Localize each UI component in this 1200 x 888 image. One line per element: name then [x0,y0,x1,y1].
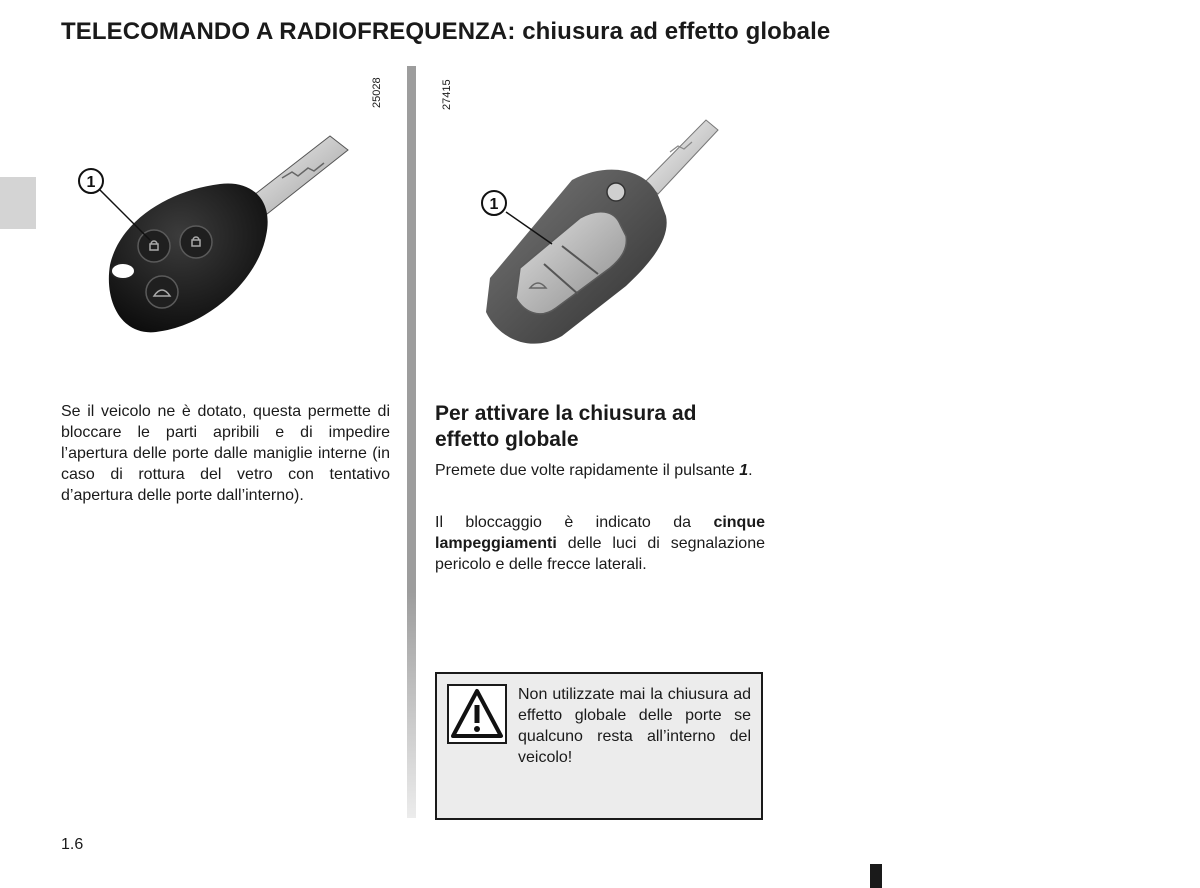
emphasis-text: cinque lampeggiamenti [435,514,765,552]
figure-code: 27415 [441,79,453,110]
callout-number: 1 [86,174,96,191]
warning-triangle-icon [447,684,507,744]
callout-number: 1 [489,196,499,213]
section-heading: Per attivare la chiusura ad effetto globale [435,402,697,451]
button-reference: 1 [739,462,749,479]
warning-text: Non utilizzate mai la chiusura ad effetto globale delle porte se qualcuno resta all’interno del veicolo! [518,686,751,766]
page-number: 1.6 [61,836,84,853]
page-title: TELECOMANDO A RADIOFREQUENZA: chiusura ad effetto globale [61,18,831,45]
indicator-paragraph: Il bloccaggio è indicato da cinque lampeggiamenti delle luci di segnalazione pericolo e delle frecce laterali. [435,514,765,573]
instruction-paragraph: Premete due volte rapidamente il pulsante 1. [435,462,753,479]
remote-key-three-button-image [60,120,360,350]
intro-paragraph: Se il veicolo ne è dotato, questa permette di bloccare le parti apribili e di impedire l’apertura delle porte dalle maniglie interne (in caso di rottura del vetro con tentativo d’apertura delle porte dall’interno). [61,403,390,504]
figure-code: 25028 [371,77,383,108]
warning-box [435,672,763,820]
page-edge-marker [870,864,882,888]
column-divider [407,66,416,818]
flip-key-remote-image [470,108,750,368]
chapter-tab-marker [0,177,36,229]
